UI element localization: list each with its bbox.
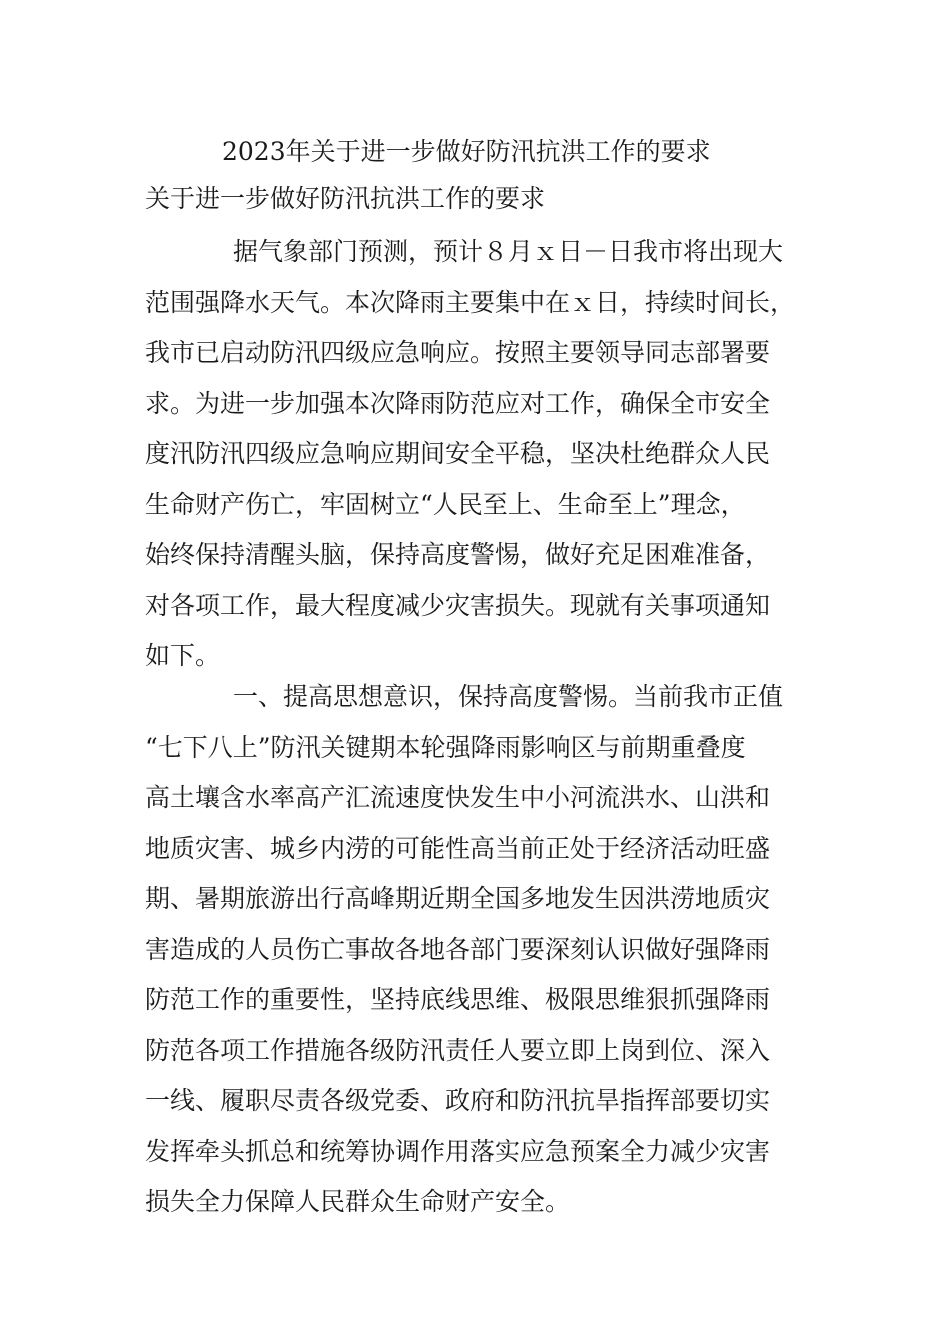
- paragraph-line: 害造成的人员伤亡事故各地各部门要深刻认识做好强降雨: [145, 934, 771, 964]
- paragraph-line: 期、暑期旅游出行高峰期近期全国多地发生因洪涝地质灾: [145, 884, 771, 913]
- paragraph-line: 始终保持清醒头脑，保持高度警惕，做好充足困难准备，: [145, 540, 771, 569]
- paragraph-line: 生命财产伤亡，牢固树立“人民至上、生命至上”理念，: [145, 489, 746, 519]
- document-title: 2023年关于进一步做好防汛抗洪工作的要求: [222, 137, 711, 166]
- paragraph-line: 范围强降水天气。本次降雨主要集中在ｘ日，持续时间长，: [145, 287, 796, 317]
- paragraph-line: 一线、履职尽责各级党委、政府和防汛抗旱指挥部要切实: [145, 1086, 771, 1115]
- paragraph-line: 度汛防汛四级应急响应期间安全平稳，坚决杜绝群众人民: [145, 439, 771, 468]
- paragraph-line: “七下八上”防汛关键期本轮强降雨影响区与前期重叠度: [145, 732, 746, 762]
- paragraph-line: 地质灾害、城乡内涝的可能性高当前正处于经济活动旺盛: [145, 833, 771, 863]
- paragraph-line: 求。为进一步加强本次降雨防范应对工作，确保全市安全: [145, 388, 771, 418]
- paragraph-section-one: [145, 672, 825, 1228]
- document-subtitle: 关于进一步做好防汛抗洪工作的要求: [145, 184, 546, 213]
- paragraph-line: 损失全力保障人民群众生命财产安全。: [145, 1187, 571, 1216]
- paragraph-line: 发挥牵头抓总和统筹协调作用落实应急预案全力减少灾害: [145, 1136, 771, 1166]
- paragraph-forecast: [145, 227, 825, 682]
- paragraph-line: 我市已启动防汛四级应急响应。按照主要领导同志部署要: [145, 338, 771, 367]
- paragraph-line: 高土壤含水率高产汇流速度快发生中小河流洪水、山洪和: [145, 783, 771, 812]
- paragraph-line: 据气象部门预测，预计８月ｘ日－日我市将出现大: [233, 237, 784, 266]
- paragraph-line: 如下。: [145, 641, 221, 670]
- paragraph-line: 一、提高思想意识，保持高度警惕。当前我市正值: [233, 682, 784, 711]
- paragraph-line: 防范各项工作措施各级防汛责任人要立即上岗到位、深入: [145, 1035, 771, 1065]
- paragraph-line: 防范工作的重要性，坚持底线思维、极限思维狠抓强降雨: [145, 985, 771, 1014]
- paragraph-line: 对各项工作，最大程度减少灾害损失。现就有关事项通知: [145, 590, 771, 620]
